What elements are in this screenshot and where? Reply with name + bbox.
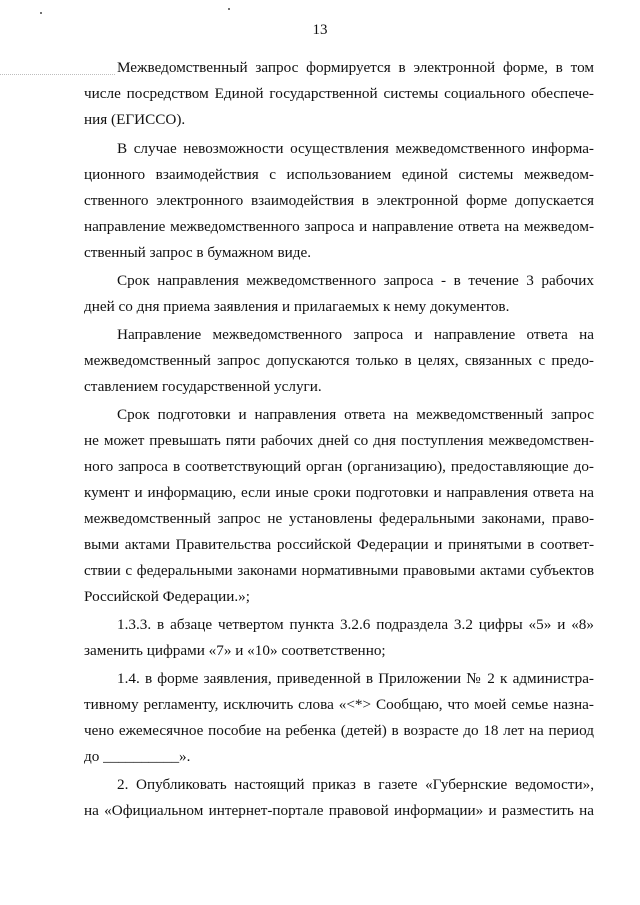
text-line: В случае невозможности осуществления межведомственного информа-: [117, 140, 594, 157]
text-line: Российской Федерации.»;: [84, 588, 250, 605]
text-line: не может превышать пяти рабочих дней со дня поступления межведомствен-: [84, 432, 594, 449]
text-line: направление межведомственного запроса и направление ответа на межведом-: [84, 218, 594, 235]
text-line: тивному регламенту, исключить слова «<*> Сообщаю, что моей семье назна-: [84, 696, 594, 713]
text-line: кумент и информацию, если иные сроки подготовки и направления ответа на: [84, 484, 594, 501]
text-line: 1.3.3. в абзаце четвертом пункта 3.2.6 подраздела 3.2 цифры «5» и «8»: [117, 616, 594, 633]
text-line: 1.4. в форме заявления, приведенной в Приложении № 2 к администра-: [117, 670, 594, 687]
text-line: ставлением государственной услуги.: [84, 378, 322, 395]
text-line: на «Официальном интернет-портале правовой информации» и разместить на: [84, 802, 594, 819]
text-line: ствии с федеральными законами нормативными правовыми актами субъектов: [84, 562, 594, 579]
text-line: межведомственный запрос не установлены федеральными законами, право-: [84, 510, 594, 527]
text-line: числе посредством Единой государственной системы социального обеспече-: [84, 85, 594, 102]
text-line: дней со дня приема заявления и прилагаемых к нему документов.: [84, 298, 510, 315]
text-line: межведомственный запрос допускаются только в целях, связанных с предо-: [84, 352, 594, 369]
text-line: чено ежемесячное пособие на ребенка (детей) в возрасте до 18 лет на период: [84, 722, 594, 739]
text-line: Межведомственный запрос формируется в электронной форме, в том: [117, 59, 594, 76]
text-line: ния (ЕГИССО).: [84, 111, 186, 128]
text-line: Срок направления межведомственного запроса - в течение 3 рабочих: [117, 272, 594, 289]
text-line: ственного электронного взаимодействия в электронной форме допускается: [84, 192, 594, 209]
page-number: 13: [312, 22, 328, 38]
scan-speck: [228, 8, 230, 10]
text-line: до __________».: [84, 748, 191, 765]
text-line: ционного взаимодействия с использованием единой системы межведом-: [84, 166, 594, 183]
text-line: выми актами Правительства российской Федерации и принятыми в соответ-: [84, 536, 594, 553]
text-line: ного запроса в соответствующий орган (организацию), предоставляющие до-: [84, 458, 594, 475]
text-line: заменить цифрами «7» и «10» соответственно;: [84, 642, 386, 659]
scan-artifact: [0, 70, 115, 75]
text-line: ственный запрос в бумажном виде.: [84, 244, 312, 261]
scan-speck: [40, 12, 42, 14]
text-line: Срок подготовки и направления ответа на межведомственный запрос: [117, 406, 594, 423]
text-line: Направление межведомственного запроса и направление ответа на: [117, 326, 594, 343]
text-line: 2. Опубликовать настоящий приказ в газете «Губернские ведомости»,: [117, 776, 594, 793]
